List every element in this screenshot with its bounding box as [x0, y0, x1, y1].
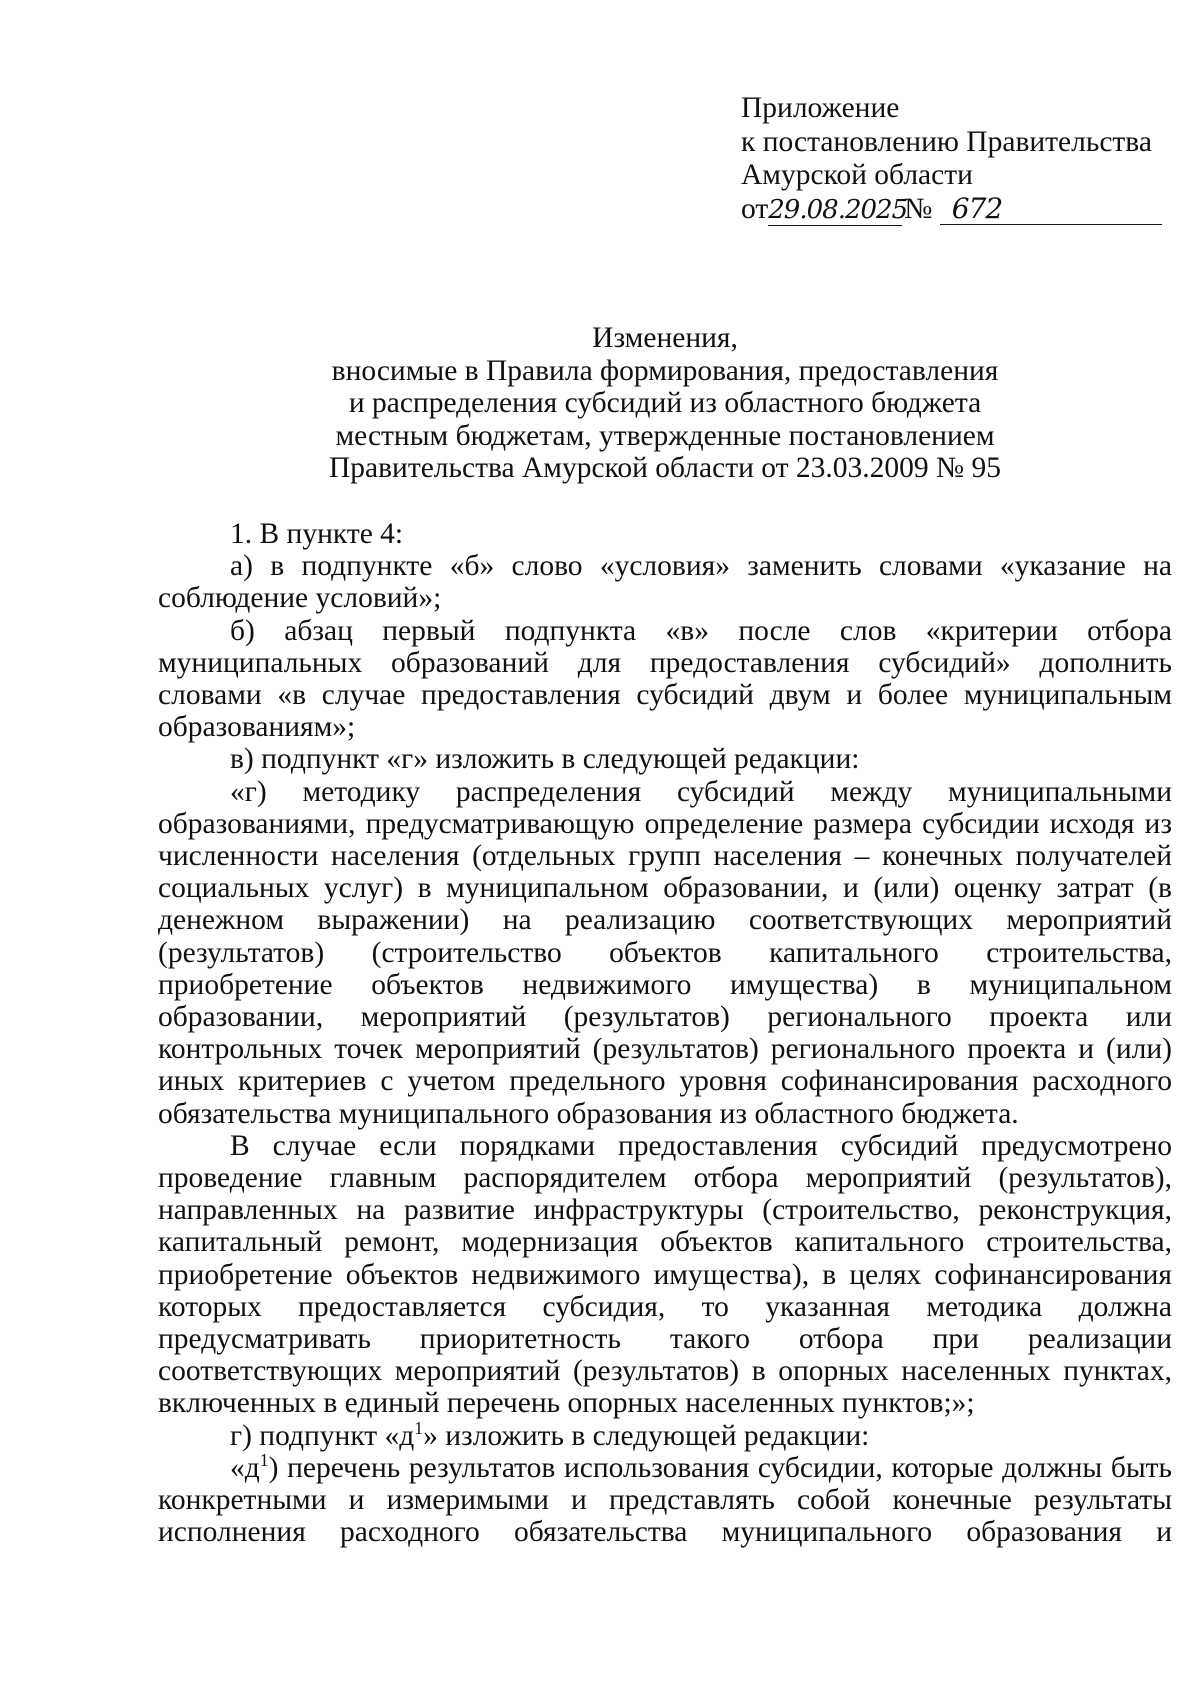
annex-title: Приложение: [741, 92, 900, 124]
document-body: [158, 518, 1172, 1549]
title-line-5: Правительства Амурской области от 23.03.2009 № 95: [328, 452, 1002, 484]
d1-text-start: «д: [230, 1451, 260, 1484]
title-line-2: вносимые в Правила формирования, предоставления: [331, 354, 999, 387]
paragraph-subpoint-g: [158, 1417, 1172, 1452]
superscript-1: 1: [414, 1417, 424, 1438]
paragraph-point-1: 1. В пункте 4:: [230, 518, 404, 550]
paragraph-methodology: «г) методику распределения субсидий между муниципальными образованиями, предусматривающую определение размера субсидии исходя из численности населения (отдельных групп населения – конечных получателей социальных услуг) в муниципальном образовании, и (или) оценку затрат (в денежном выражении) на реализацию соответствующих мероприятий (результатов) (строительство объектов капитального строительства, приобретение объектов недвижимого имущества) в муниципальном образовании, мероприятий (результатов) регионального проекта или контрольных точек мероприятий (результатов) регионального проекта и (или) иных критериев с учетом предельного уровня софинансирования расходного обязательства муниципального образования из областного бюджета.: [158, 775, 1172, 1130]
title-line-4: местным бюджетам, утвержденные постановлением: [335, 419, 995, 452]
paragraph-subpoint-a: а) в подпункте «б» слово «условия» заменить словами «указание на соблюдение условий»;: [158, 550, 1172, 615]
paragraph-d1-results: [158, 1452, 1172, 1549]
annex-region: Амурской области: [741, 159, 973, 191]
d1-text-end: ) перечень результатов использования субсидии, которые должны быть конкретными и измеримыми и представлять собой конечные результаты исполнения расходного обязательства муниципального образования и: [158, 1451, 1172, 1549]
paragraph-subpoint-v: в) подпункт «г» изложить в следующей редакции:: [230, 743, 860, 776]
superscript-1: 1: [259, 1450, 269, 1471]
annex-header: [741, 92, 1161, 229]
annex-reference: к постановлению Правительства: [741, 125, 1152, 158]
title-line-1: Изменения,: [592, 322, 738, 354]
paragraph-subpoint-b: б) абзац первый подпункта «в» после слов «критерии отбора муниципальных образований для предоставления субсидий» дополнить словами «в случае предоставления субсидий двум и более муниципальным образованиям»;: [158, 614, 1172, 744]
subpoint-g-text-start: г) подпункт «д: [230, 1419, 415, 1452]
document-title: [160, 322, 1170, 485]
number-label: №: [904, 192, 933, 225]
subpoint-g-text-end: » изложить в следующей редакции:: [423, 1419, 870, 1452]
title-line-3: и распределения субсидий из областного бюджета: [348, 387, 982, 419]
from-label: от: [741, 192, 769, 225]
paragraph-selection-case: В случае если порядками предоставления субсидий предусмотрено проведение главным распорядителем отбора мероприятий (результатов), направленных на развитие инфраструктуры (строительство, реконструкция, капитальный ремонт, модернизация объектов капитального строительства, приобретение объектов недвижимого имущества), в целях софинансирования которых предоставляется субсидия, то указанная методика должна предусматривать приоритетность такого отбора при реализации соответствующих мероприятий (результатов) в опорных населенных пунктах, включенных в единый перечень опорных населенных пунктов;»;: [158, 1129, 1172, 1420]
annex-signature-line: [741, 193, 1161, 229]
handwritten-date: 29.08.2025: [768, 194, 908, 225]
handwritten-number: 672: [940, 194, 1162, 225]
